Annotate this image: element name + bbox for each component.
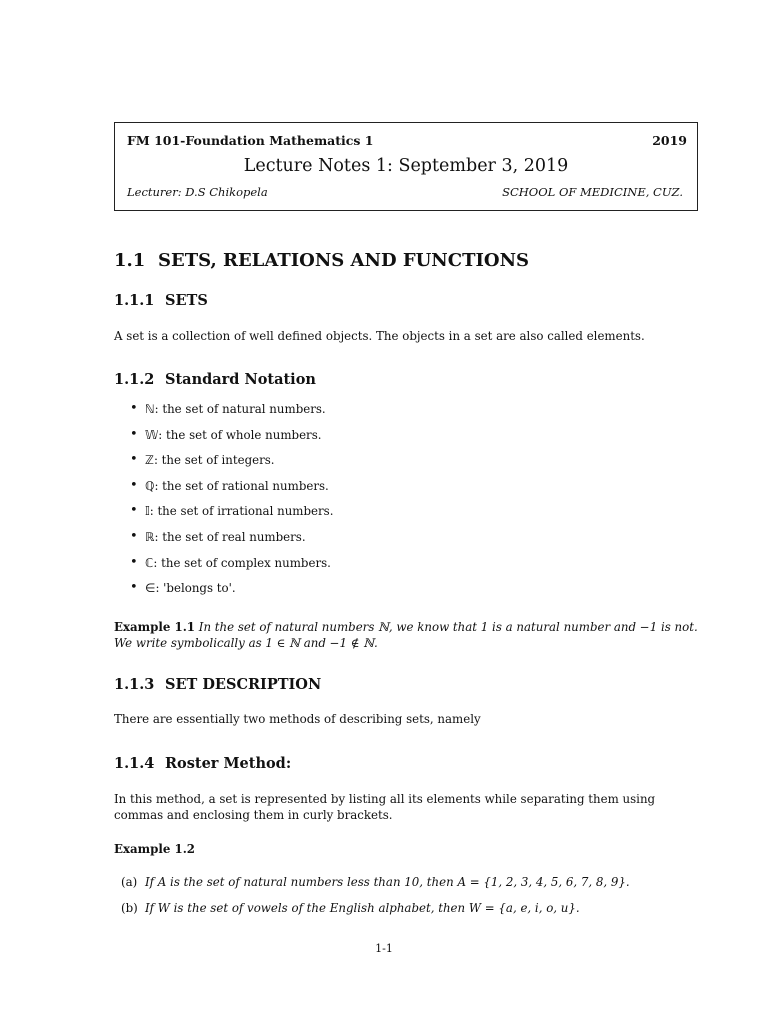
notation-text: : the set of irrational numbers. bbox=[149, 504, 334, 519]
notation-symbol: ℝ bbox=[145, 529, 155, 544]
example-1-2-items bbox=[121, 875, 630, 927]
lecturer-name: Lecturer: D.S Chikopela bbox=[127, 185, 268, 199]
list-item bbox=[130, 453, 333, 479]
lecture-title: Lecture Notes 1: September 3, 2019 bbox=[243, 156, 569, 176]
page-number: 1-1 bbox=[375, 942, 393, 955]
notation-symbol: ℂ bbox=[145, 555, 154, 570]
example-1-1 bbox=[114, 619, 704, 651]
subsection-heading-sets bbox=[114, 292, 208, 309]
notation-text: : the set of real numbers. bbox=[154, 529, 306, 544]
item-label: (b) bbox=[121, 901, 138, 915]
lecture-header-box bbox=[114, 122, 698, 211]
notation-symbol: ℚ bbox=[145, 478, 155, 493]
subsection-number: 1.1.4 bbox=[114, 755, 155, 772]
description-text: There are essentially two methods of describing sets, namely bbox=[114, 712, 481, 726]
list-item bbox=[130, 402, 333, 428]
subsection-title: SETS bbox=[165, 292, 208, 309]
notation-list bbox=[130, 402, 333, 607]
subsection-heading-description bbox=[114, 676, 321, 693]
subsection-number: 1.1.2 bbox=[114, 371, 155, 388]
section-heading bbox=[114, 250, 529, 271]
subsection-number: 1.1.1 bbox=[114, 292, 155, 309]
notation-text: : the set of integers. bbox=[153, 453, 275, 468]
section-title: SETS, RELATIONS AND FUNCTIONS bbox=[158, 250, 530, 271]
example-label: Example 1.2 bbox=[114, 842, 196, 856]
course-name: FM 101-Foundation Mathematics 1 bbox=[127, 133, 374, 148]
example-1-2 bbox=[114, 841, 704, 857]
list-item bbox=[121, 875, 630, 901]
notation-symbol: ℤ bbox=[145, 453, 154, 468]
notation-text: : the set of complex numbers. bbox=[153, 555, 331, 570]
item-label: (a) bbox=[121, 875, 138, 889]
list-item bbox=[121, 901, 630, 927]
subsection-title: SET DESCRIPTION bbox=[165, 676, 322, 693]
course-year: 2019 bbox=[652, 133, 687, 148]
notation-text: : the set of natural numbers. bbox=[154, 402, 326, 416]
notation-text: : the set of whole numbers. bbox=[158, 427, 322, 442]
notation-text: : 'belongs to'. bbox=[155, 581, 236, 596]
example-label: Example 1.1 bbox=[114, 620, 196, 634]
section-number: 1.1 bbox=[114, 250, 146, 271]
example-text: In the set of natural numbers ℕ, we know that 1 is a natural number and −1 is not. We write symbolically as 1 ∈ ℕ and −1 ∉ ℕ. bbox=[114, 620, 698, 650]
subsection-number: 1.1.3 bbox=[114, 676, 155, 693]
notation-symbol: ℕ bbox=[145, 402, 155, 416]
school-name: SCHOOL OF MEDICINE, CUZ. bbox=[502, 185, 683, 199]
notation-symbol: 𝕀 bbox=[145, 504, 150, 519]
subsection-heading-notation bbox=[114, 371, 316, 388]
list-item bbox=[130, 556, 333, 582]
notation-text: : the set of rational numbers. bbox=[154, 478, 329, 493]
item-text: If A is the set of natural numbers less than 10, then A = {1, 2, 3, 4, 5, 6, 7, 8, 9}. bbox=[145, 875, 630, 889]
notation-symbol: ∈ bbox=[145, 581, 156, 596]
subsection-title: Standard Notation bbox=[165, 371, 316, 388]
list-item bbox=[130, 504, 333, 530]
sets-definition: A set is a collection of well defined objects. The objects in a set are also called elements. bbox=[114, 329, 645, 343]
item-text: If W is the set of vowels of the English alphabet, then W = {a, e, i, o, u}. bbox=[145, 901, 580, 915]
subsection-heading-roster bbox=[114, 755, 291, 772]
list-item bbox=[130, 479, 333, 505]
list-item bbox=[130, 530, 333, 556]
subsection-title: Roster Method: bbox=[165, 755, 292, 772]
notation-symbol: 𝕎 bbox=[145, 427, 159, 442]
roster-text: In this method, a set is represented by listing all its elements while separating them using commas and enclosing them in curly brackets. bbox=[114, 792, 656, 822]
list-item bbox=[130, 428, 333, 454]
list-item bbox=[130, 581, 333, 607]
